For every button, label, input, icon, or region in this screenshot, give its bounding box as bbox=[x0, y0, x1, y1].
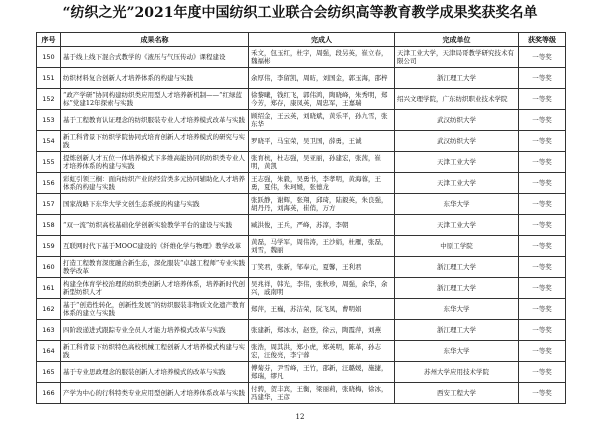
table-row bbox=[37, 110, 566, 131]
contributors: 郑萍，王巍，苏洁荣，阮飞凤，曹明娟 bbox=[249, 299, 395, 320]
table-row bbox=[37, 383, 566, 404]
row-number: 159 bbox=[37, 236, 61, 257]
institution: 武汉纺织大学 bbox=[395, 110, 519, 131]
achievement-name: 新工科背景下纺织特色高校机械工程创新人才培养模式构建与实践 bbox=[61, 341, 249, 362]
row-number: 165 bbox=[37, 362, 61, 383]
row-number: 151 bbox=[37, 68, 61, 89]
award-grade: 一等奖 bbox=[519, 194, 566, 215]
table-row bbox=[37, 173, 566, 194]
contributors: 张跃静，谢辉，张翔，邱琦，陆毅英，朱良强，胡丹丹，刘海英，崔俏，万方 bbox=[249, 194, 395, 215]
contributors: 臧洪俊，王兵，严峰，苏淳，李朝 bbox=[249, 215, 395, 236]
award-grade: 一等奖 bbox=[519, 257, 566, 278]
header-number: 序号 bbox=[37, 33, 61, 47]
achievement-name: 产学为中心的行科特类专业应用型创新人才培养体系改革与实践 bbox=[61, 383, 249, 404]
award-grade: 一等奖 bbox=[519, 152, 566, 173]
achievement-name: 彩虹引领三桐：面向纺织产业的经营类多元协同辅助化人才培养体系的构建与实践 bbox=[61, 173, 249, 194]
contributors: 王志强，朱毅，吴勇书，李孝明，黄海蓉，王勇，夏伟，朱珂媛，张德龙 bbox=[249, 173, 395, 194]
achievement-name: “政产学研”协同构建纺织类应用型人才培养新机制——“红绿蓝标”党建12年探索与实践 bbox=[61, 89, 249, 110]
award-grade: 一等奖 bbox=[519, 236, 566, 257]
table-row bbox=[37, 194, 566, 215]
award-grade: 一等奖 bbox=[519, 320, 566, 341]
table-row bbox=[37, 47, 566, 68]
row-number: 158 bbox=[37, 215, 61, 236]
achievement-name: 基于专业思政理念的服装创新人才培养模式的改革与实践 bbox=[61, 362, 249, 383]
achievement-name: 基于工程教育认证理念的纺织服装专业人才培养模式改革与实践 bbox=[61, 110, 249, 131]
contributors: 吴兆祥，韩光，李伟，张秋珍，周强，余华，余兴，戚南明 bbox=[249, 278, 395, 299]
contributors: 张浩，周其洪，郑小虎，郑英明，陈革，孙志宏，汪俊亮，李宁蓉 bbox=[249, 341, 395, 362]
row-number: 166 bbox=[37, 383, 61, 404]
achievement-name: 新工科背景下纺织学院协同式培育创新人才培养模式的研究与实践 bbox=[61, 131, 249, 152]
table-header-row bbox=[37, 33, 566, 47]
institution: 浙江理工大学 bbox=[395, 68, 519, 89]
header-institution: 完成单位 bbox=[395, 33, 519, 47]
award-table bbox=[36, 32, 566, 404]
contributors: 付骋，贺丰宾，王衡，梁丽莉，张晓梅，徐冰，冯建华，王彦 bbox=[249, 383, 395, 404]
row-number: 161 bbox=[37, 278, 61, 299]
award-grade: 一等奖 bbox=[519, 131, 566, 152]
row-number: 162 bbox=[37, 299, 61, 320]
table-row bbox=[37, 236, 566, 257]
achievement-name: 互联网时代下基于MOOC建设的《纤维化学与物理》教学改革 bbox=[61, 236, 249, 257]
award-grade: 一等奖 bbox=[519, 299, 566, 320]
row-number: 153 bbox=[37, 110, 61, 131]
page-number: 12 bbox=[295, 413, 305, 421]
award-grade: 一等奖 bbox=[519, 383, 566, 404]
institution: 东华大学 bbox=[395, 194, 519, 215]
achievement-name: 基于线上线下混合式教学的《液压与气压传动》课程建设 bbox=[61, 47, 249, 68]
contributors: 丁笑君，张新，邹奉元，夏馨，王利君 bbox=[249, 257, 395, 278]
table-row bbox=[37, 152, 566, 173]
contributors: 张育杭，杜志强，吴亚丽，孙建宏，张茜，崔明，黄凯 bbox=[249, 152, 395, 173]
row-number: 152 bbox=[37, 89, 61, 110]
award-grade: 一等奖 bbox=[519, 173, 566, 194]
institution: 西安工程大学 bbox=[395, 383, 519, 404]
institution: 浙江理工大学 bbox=[395, 257, 519, 278]
contributors: 罗晓平，马宝荣，吴卫国，薛勇，王诚 bbox=[249, 131, 395, 152]
header-award-grade: 获奖等级 bbox=[519, 33, 566, 47]
achievement-name: 基于“创造性转化，创新性发展”的纺织服装非物质文化遗产教育体系的建立与实践 bbox=[61, 299, 249, 320]
institution: 苏州大学应用技术学院 bbox=[395, 362, 519, 383]
award-grade: 一等奖 bbox=[519, 341, 566, 362]
institution: 东华大学 bbox=[395, 299, 519, 320]
table-row bbox=[37, 278, 566, 299]
contributors: 傅菊芬，尹雪峰，王竹，邵新，汪璐媛，施捷，郑瑞，缪凡 bbox=[249, 362, 395, 383]
institution: 天津工业大学 bbox=[395, 173, 519, 194]
contributors: 徐黎曦，钱红飞，郭伟鸿，陶晓峰，朱秀明，郑今芳，郑存，康凤英，周忠军，王嘉瑞 bbox=[249, 89, 395, 110]
row-number: 154 bbox=[37, 131, 61, 152]
table-row bbox=[37, 68, 566, 89]
achievement-name: 纺织材料复合创新人才培养体系的构建与实践 bbox=[61, 68, 249, 89]
contributors: 顾绍金，王云英，刘晓斌，黄乐平，孙九雪，张东华 bbox=[249, 110, 395, 131]
institution: 浙江理工大学 bbox=[395, 278, 519, 299]
institution: 浙江理工大学 bbox=[395, 320, 519, 341]
achievement-name: 四阶段递进式跟踪专业全员人才能力培养模式改革与实践 bbox=[61, 320, 249, 341]
award-grade: 一等奖 bbox=[519, 362, 566, 383]
institution: 天津工业大学，天津局哥教学研究技术有限公司 bbox=[395, 47, 519, 68]
award-grade: 一等奖 bbox=[519, 68, 566, 89]
achievement-name: “双一流”纺织高校基础化学创新实验教学平台的建设与实践 bbox=[61, 215, 249, 236]
row-number: 150 bbox=[37, 47, 61, 68]
award-grade: 一等奖 bbox=[519, 47, 566, 68]
achievement-name: 国家战略下东华大学文创生态系统的构建与实践 bbox=[61, 194, 249, 215]
institution: 东华大学 bbox=[395, 341, 519, 362]
row-number: 164 bbox=[37, 341, 61, 362]
achievement-name: 构建全体育学校治理的纺织类创新人才培养体系，培养新时代创新型纺织人才 bbox=[61, 278, 249, 299]
award-grade: 一等奖 bbox=[519, 110, 566, 131]
contributors: 余厚伟，李留凯，周昉，刘国金，郭玉海，邵梓 bbox=[249, 68, 395, 89]
contributors: 张建新，郑冰水，赵登，徐云，陶霞萍，刘燕 bbox=[249, 320, 395, 341]
table-row bbox=[37, 341, 566, 362]
table-row bbox=[37, 362, 566, 383]
award-grade: 一等奖 bbox=[519, 89, 566, 110]
institution: 天津工业大学 bbox=[395, 152, 519, 173]
row-number: 163 bbox=[37, 320, 61, 341]
header-achievement-name: 成果名称 bbox=[61, 33, 249, 47]
table-row bbox=[37, 299, 566, 320]
table-row bbox=[37, 89, 566, 110]
institution: 绍兴文理学院，广东纺织职业技术学院 bbox=[395, 89, 519, 110]
achievement-name: 提炼创新人才五位一体培养模式下多维高能协同的纺织类专业人才培养体系的构建与实践 bbox=[61, 152, 249, 173]
row-number: 160 bbox=[37, 257, 61, 278]
institution: 天津工业大学 bbox=[395, 215, 519, 236]
award-grade: 一等奖 bbox=[519, 215, 566, 236]
header-contributors: 完成人 bbox=[249, 33, 395, 47]
row-number: 156 bbox=[37, 173, 61, 194]
institution: 中原工学院 bbox=[395, 236, 519, 257]
table-row bbox=[37, 215, 566, 236]
row-number: 155 bbox=[37, 152, 61, 173]
contributors: 禾文，包玉红，杜宇，周强，段另英，崔立春，魏福彬 bbox=[249, 47, 395, 68]
table-row bbox=[37, 257, 566, 278]
award-grade: 一等奖 bbox=[519, 278, 566, 299]
table-row bbox=[37, 131, 566, 152]
document-title: “纺织之光”2021年度中国纺织工业联合会纺织高等教育教学成果奖获奖名单 bbox=[62, 5, 538, 21]
table-row bbox=[37, 320, 566, 341]
institution: 武汉纺织大学 bbox=[395, 131, 519, 152]
achievement-name: 打造工程教育深度融合新生态，深化服装“卓越工程师”专业实践教学改革 bbox=[61, 257, 249, 278]
row-number: 157 bbox=[37, 194, 61, 215]
contributors: 黄磊，马学军，周伟涛，王沙娟，杜雁，张磊，刘雪，魏丽 bbox=[249, 236, 395, 257]
